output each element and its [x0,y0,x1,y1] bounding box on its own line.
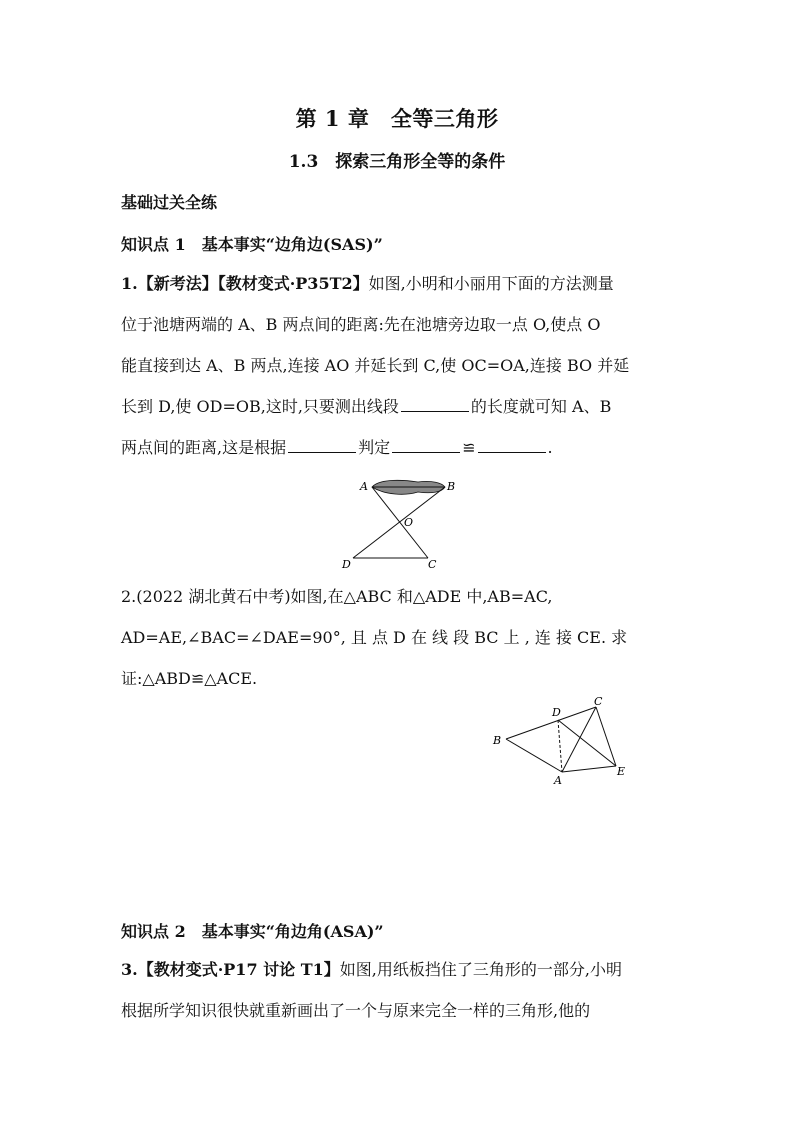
label-c2: C [594,695,603,708]
q2-line-3: 证:△ABD≌△ACE. [121,669,258,688]
segment-bc [506,707,596,739]
segment-ad [558,720,562,772]
segment-ae [562,766,616,772]
q1-line-3: 能直接到达 A、B 两点,连接 AO 并延长到 C,使 OC=OA,连接 BO 并延 [121,356,630,375]
knowledge-point-2: 知识点 2 基本事实“角边角(ASA)” [121,922,384,941]
label-b: B [447,480,456,493]
triangles-figure [488,695,638,790]
q2-line-1: 2.(2022 湖北黄石中考)如图,在△ABC 和△ADE 中,AB=AC, [121,587,553,606]
label-d: D [342,558,351,571]
q1-tag: 【新考法】【教材变式·P35T2】 [137,274,369,293]
question-1 [121,263,677,468]
knowledge-point-1: 知识点 1 基本事实“边角边(SAS)” [121,235,383,254]
q3-line-1: 3.【教材变式·P17 讨论 T1】如图,用纸板挡住了三角形的一部分,小明 [121,960,622,979]
label-o: O [404,516,414,529]
segment-bd [353,487,445,558]
q3-tag: 【教材变式·P17 讨论 T1】 [137,960,340,979]
q1-line-4: 长到 D,使 OD=OB,这时,只要测出线段 的长度就可知 A、B [121,397,612,416]
segment-de [558,720,616,766]
section-subtitle: 1.3 探索三角形全等的条件 [288,152,506,172]
segment-ac [372,487,428,558]
question-3 [121,949,677,1031]
segment-ce [596,707,616,766]
basic-practice-heading: 基础过关全练 [121,193,218,212]
segment-ba [506,739,562,772]
label-d2: D [552,706,561,719]
q1-line-1: 1.【新考法】【教材变式·P35T2】如图,小明和小丽用下面的方法测量 [121,274,614,293]
q2-line-2: AD=AE,∠BAC=∠DAE=90°, 且 点 D 在 线 段 BC 上 , 连 接 CE. 求 [121,628,628,647]
q1-number: 1. [121,274,138,293]
pond-figure [342,470,470,575]
answer-blank-1[interactable] [401,410,469,412]
answer-blank-3[interactable] [392,451,460,453]
label-b2: B [493,734,502,747]
question-2 [121,576,677,699]
q1-line-5: 两点间的距离,这是根据 判定 ≌ . [121,438,553,457]
q1-line-2: 位于池塘两端的 A、B 两点间的距离:先在池塘旁边取一点 O,使点 O [121,315,601,334]
label-c: C [428,558,437,571]
label-a2: A [554,774,562,787]
label-a: A [360,480,368,493]
label-e2: E [617,765,626,778]
q3-line-2: 根据所学知识很快就重新画出了一个与原来完全一样的三角形,他的 [121,1001,591,1020]
answer-blank-4[interactable] [478,451,546,453]
chapter-title: 第 1 章 全等三角形 [295,106,499,131]
q3-number: 3. [121,960,138,979]
answer-blank-2[interactable] [288,451,356,453]
